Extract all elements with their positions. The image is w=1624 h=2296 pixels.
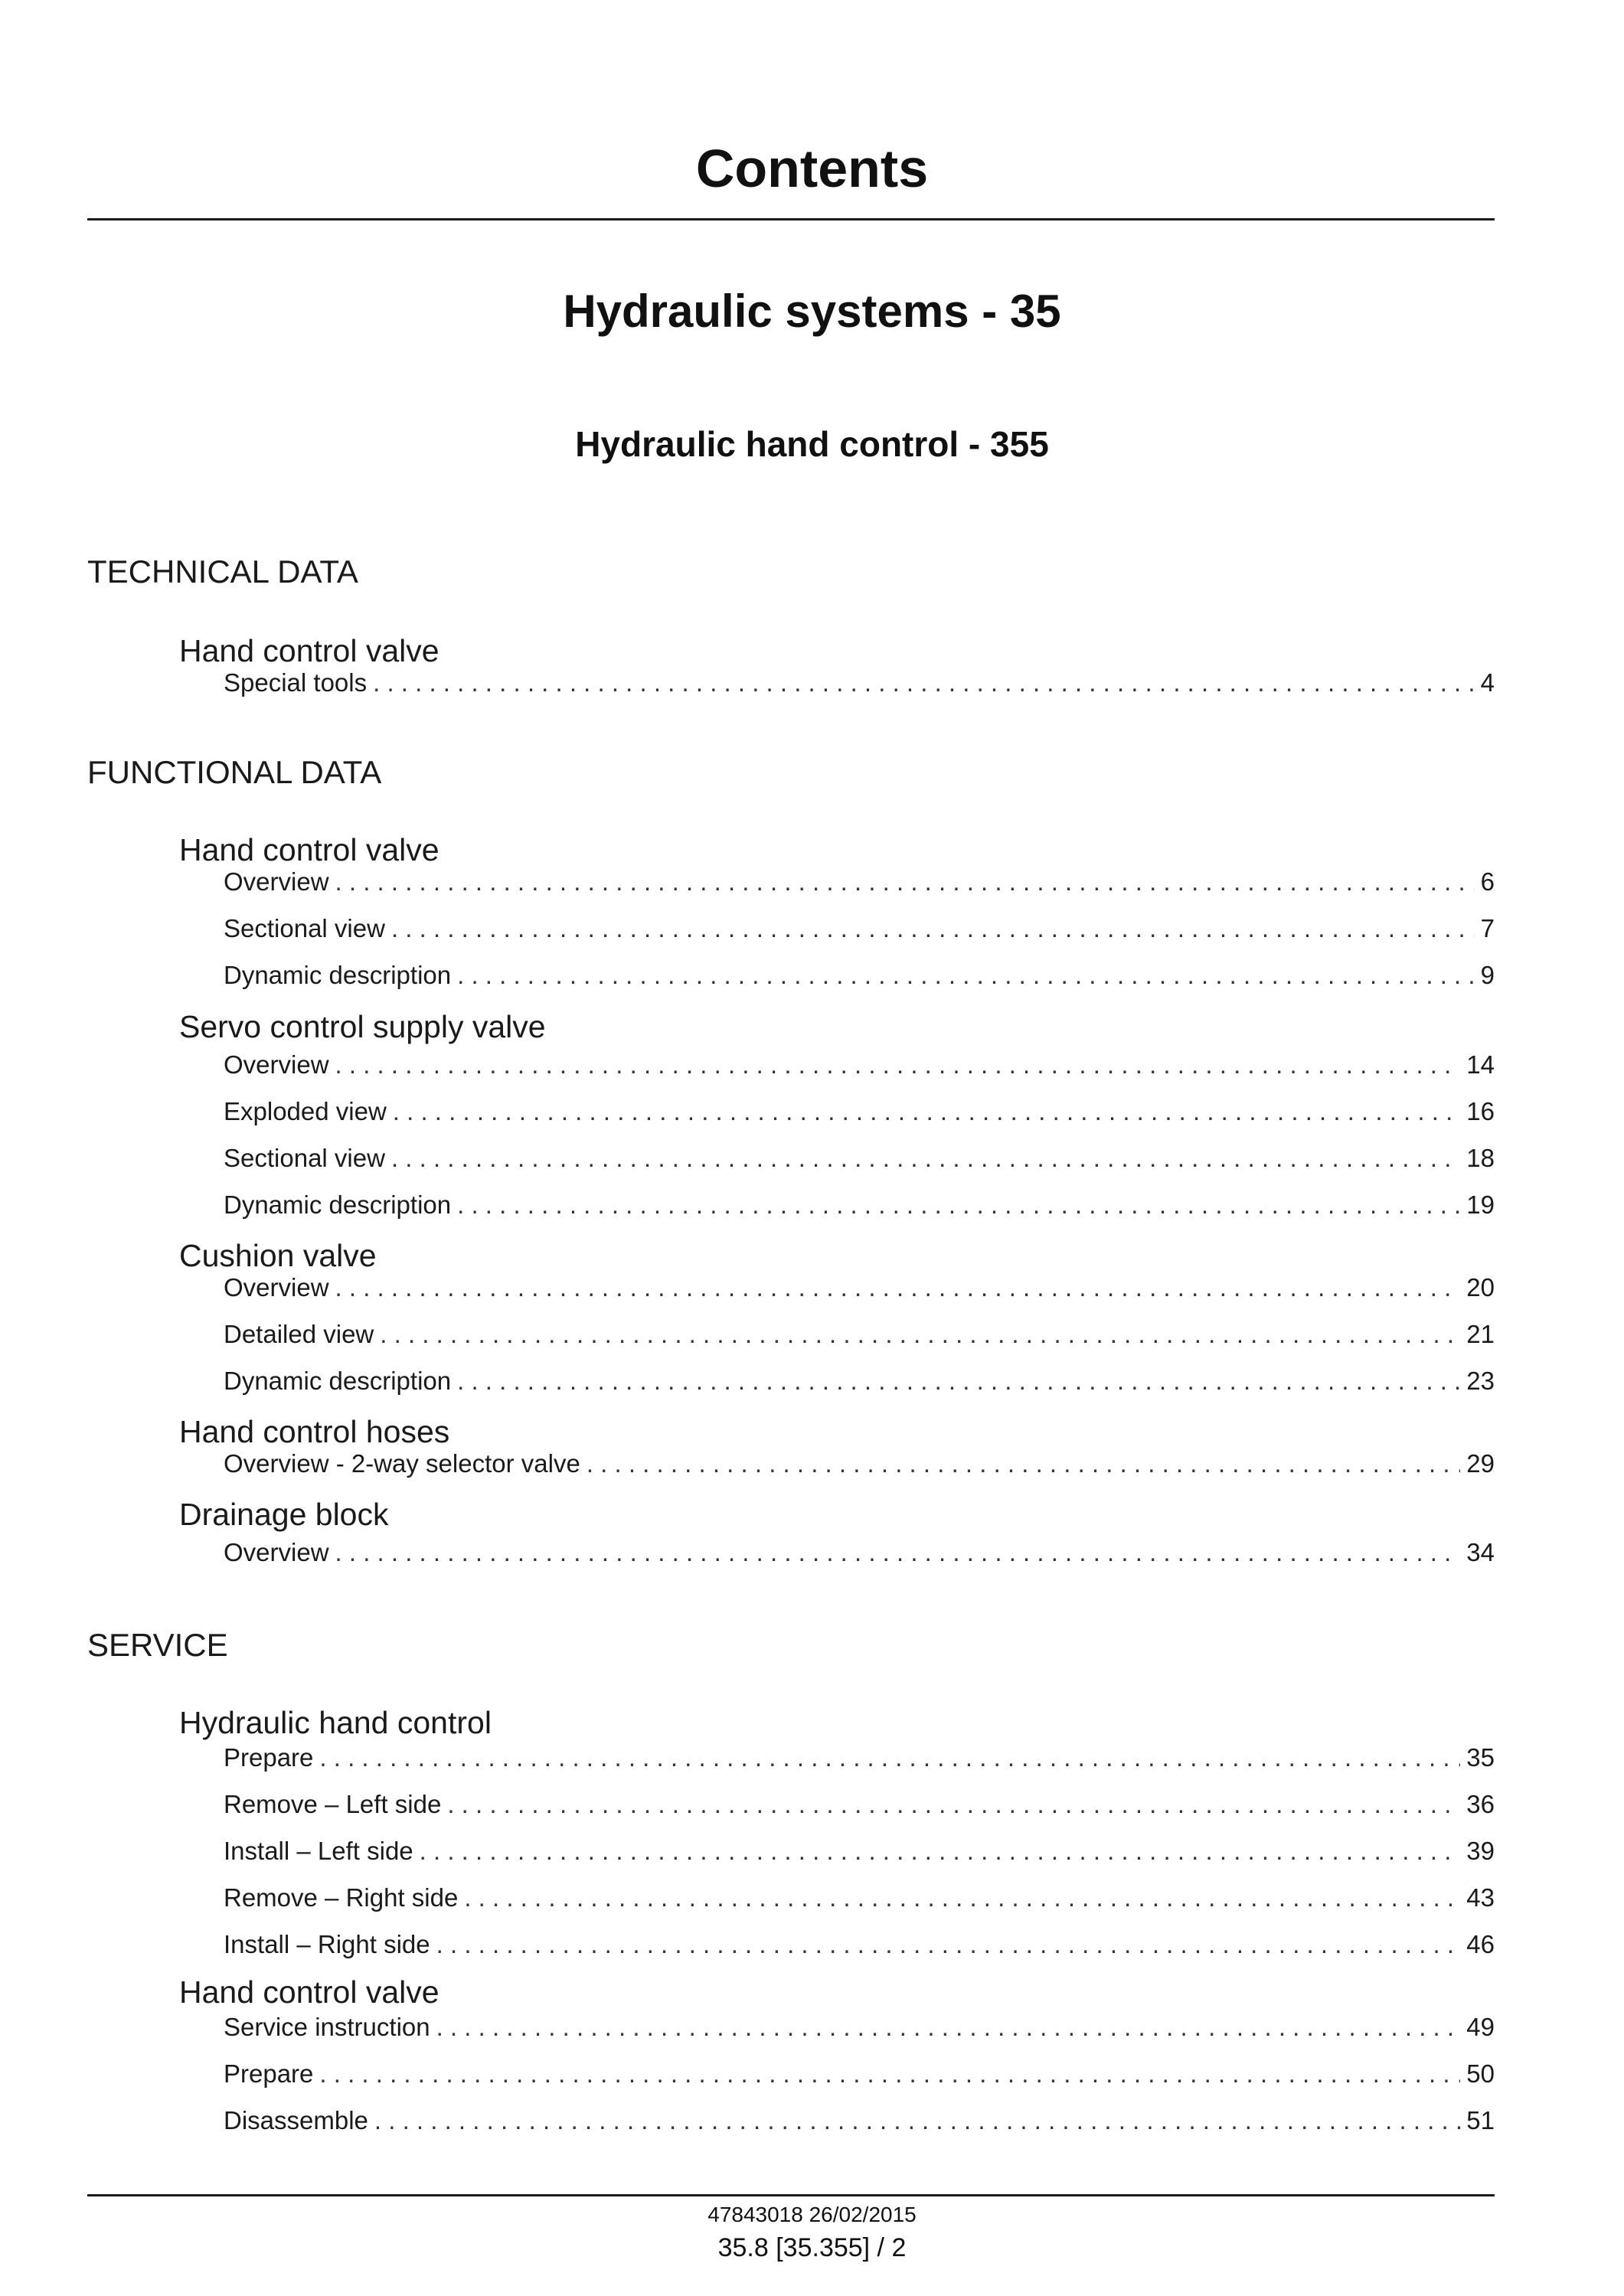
toc-entry-overview[interactable] — [224, 1534, 1495, 1568]
dot-leader — [457, 960, 1475, 991]
group-heading-hydraulic-hand-control: Hydraulic hand control — [179, 1705, 492, 1740]
group-heading-hand-control-valve: Hand control valve — [179, 832, 439, 867]
entry-label: Overview — [224, 1273, 329, 1302]
entry-page-number: 20 — [1466, 1273, 1495, 1302]
dot-leader — [391, 1143, 1460, 1174]
header-divider — [87, 218, 1495, 220]
dot-leader — [393, 1096, 1460, 1127]
entry-label: Install – Left side — [224, 1837, 413, 1865]
toc-entry-dynamic-description[interactable] — [224, 1187, 1495, 1220]
toc-entry-overview[interactable] — [224, 1269, 1495, 1303]
group-heading-hand-control-valve: Hand control valve — [179, 1974, 439, 2010]
category-functional-data: FUNCTIONAL DATA — [87, 754, 382, 790]
entry-page-number: 36 — [1466, 1790, 1495, 1818]
toc-entry-detailed-view[interactable] — [224, 1316, 1495, 1350]
dot-leader — [420, 1836, 1461, 1867]
footer-document-reference: 47843018 26/02/2015 — [707, 2203, 917, 2226]
dot-leader — [447, 1789, 1460, 1820]
entry-label: Sectional view — [224, 1144, 385, 1172]
toc-entry-overview-2-way-selector-valve[interactable] — [224, 1445, 1495, 1479]
entry-page-number: 29 — [1466, 1449, 1495, 1478]
group-heading-hand-control-valve: Hand control valve — [179, 633, 439, 668]
toc-entry-remove-left-side[interactable] — [224, 1786, 1495, 1820]
entry-label: Dynamic description — [224, 1367, 452, 1395]
entry-page-number: 14 — [1466, 1050, 1495, 1079]
toc-entry-install-left-side[interactable] — [224, 1833, 1495, 1867]
subsection-title: Hydraulic hand control - 355 — [575, 424, 1049, 464]
dot-leader — [335, 867, 1475, 897]
entry-label: Dynamic description — [224, 1190, 452, 1219]
entry-label: Overview — [224, 1050, 329, 1079]
entry-label: Sectional view — [224, 914, 385, 942]
toc-entry-dynamic-description[interactable] — [224, 957, 1495, 991]
dot-leader — [436, 1929, 1461, 1960]
entry-page-number: 6 — [1480, 867, 1495, 896]
dot-leader — [436, 2012, 1461, 2043]
category-technical-data: TECHNICAL DATA — [87, 554, 358, 590]
dot-leader — [391, 913, 1475, 944]
dot-leader — [319, 1742, 1460, 1773]
entry-page-number: 49 — [1466, 2013, 1495, 2041]
toc-entry-install-right-side[interactable] — [224, 1926, 1495, 1960]
toc-entry-remove-right-side[interactable] — [224, 1880, 1495, 1913]
entry-label: Remove – Right side — [224, 1883, 459, 1912]
entry-page-number: 51 — [1466, 2106, 1495, 2134]
entry-label: Service instruction — [224, 2013, 430, 2041]
dot-leader — [380, 1319, 1460, 1350]
toc-entry-overview[interactable] — [224, 864, 1495, 897]
entry-page-number: 16 — [1466, 1097, 1495, 1125]
dot-leader — [457, 1366, 1460, 1396]
entry-label: Remove – Left side — [224, 1790, 442, 1818]
entry-page-number: 19 — [1466, 1190, 1495, 1219]
entry-page-number: 18 — [1466, 1144, 1495, 1172]
entry-page-number: 39 — [1466, 1837, 1495, 1865]
entry-label: Overview — [224, 867, 329, 896]
dot-leader — [587, 1448, 1460, 1479]
entry-page-number: 35 — [1466, 1743, 1495, 1772]
entry-label: Dynamic description — [224, 961, 452, 989]
entry-page-number: 43 — [1466, 1883, 1495, 1912]
dot-leader — [457, 1190, 1460, 1220]
dot-leader — [373, 668, 1475, 698]
toc-entry-prepare[interactable] — [224, 1739, 1495, 1773]
entry-page-number: 4 — [1480, 668, 1495, 697]
toc-entry-dynamic-description[interactable] — [224, 1363, 1495, 1396]
group-heading-drainage-block: Drainage block — [179, 1497, 389, 1532]
toc-entry-sectional-view[interactable] — [224, 1140, 1495, 1174]
entry-label: Prepare — [224, 2059, 314, 2088]
entry-label: Special tools — [224, 668, 368, 697]
entry-label: Detailed view — [224, 1320, 374, 1348]
group-heading-cushion-valve: Cushion valve — [179, 1238, 377, 1273]
category-service: SERVICE — [87, 1627, 228, 1663]
toc-entry-exploded-view[interactable] — [224, 1093, 1495, 1127]
toc-entry-special-tools[interactable] — [224, 665, 1495, 698]
footer-divider — [87, 2194, 1495, 2196]
entry-page-number: 21 — [1466, 1320, 1495, 1348]
page-title: Contents — [695, 139, 929, 198]
entry-label: Overview — [224, 1538, 329, 1566]
entry-page-number: 46 — [1466, 1930, 1495, 1958]
entry-page-number: 23 — [1466, 1367, 1495, 1395]
entry-label: Overview - 2-way selector valve — [224, 1449, 580, 1478]
dot-leader — [464, 1883, 1460, 1913]
section-title: Hydraulic systems - 35 — [563, 286, 1061, 337]
group-heading-servo-control-supply-valve: Servo control supply valve — [179, 1009, 546, 1044]
entry-label: Install – Right side — [224, 1930, 430, 1958]
dot-leader — [335, 1050, 1461, 1080]
toc-entry-disassemble[interactable] — [224, 2102, 1495, 2136]
entry-page-number: 7 — [1480, 914, 1495, 942]
dot-leader — [335, 1537, 1461, 1568]
entry-page-number: 9 — [1480, 961, 1495, 989]
entry-page-number: 50 — [1466, 2059, 1495, 2088]
footer-page-reference: 35.8 [35.355] / 2 — [717, 2233, 907, 2262]
toc-entry-overview[interactable] — [224, 1047, 1495, 1080]
toc-entry-prepare[interactable] — [224, 2056, 1495, 2089]
entry-label: Prepare — [224, 1743, 314, 1772]
entry-label: Exploded view — [224, 1097, 387, 1125]
dot-leader — [319, 2059, 1460, 2089]
toc-entry-sectional-view[interactable] — [224, 910, 1495, 944]
entry-page-number: 34 — [1466, 1538, 1495, 1566]
entry-label: Disassemble — [224, 2106, 368, 2134]
dot-leader — [335, 1272, 1461, 1303]
toc-entry-service-instruction[interactable] — [224, 2009, 1495, 2043]
group-heading-hand-control-hoses: Hand control hoses — [179, 1414, 450, 1449]
dot-leader — [374, 2105, 1460, 2136]
